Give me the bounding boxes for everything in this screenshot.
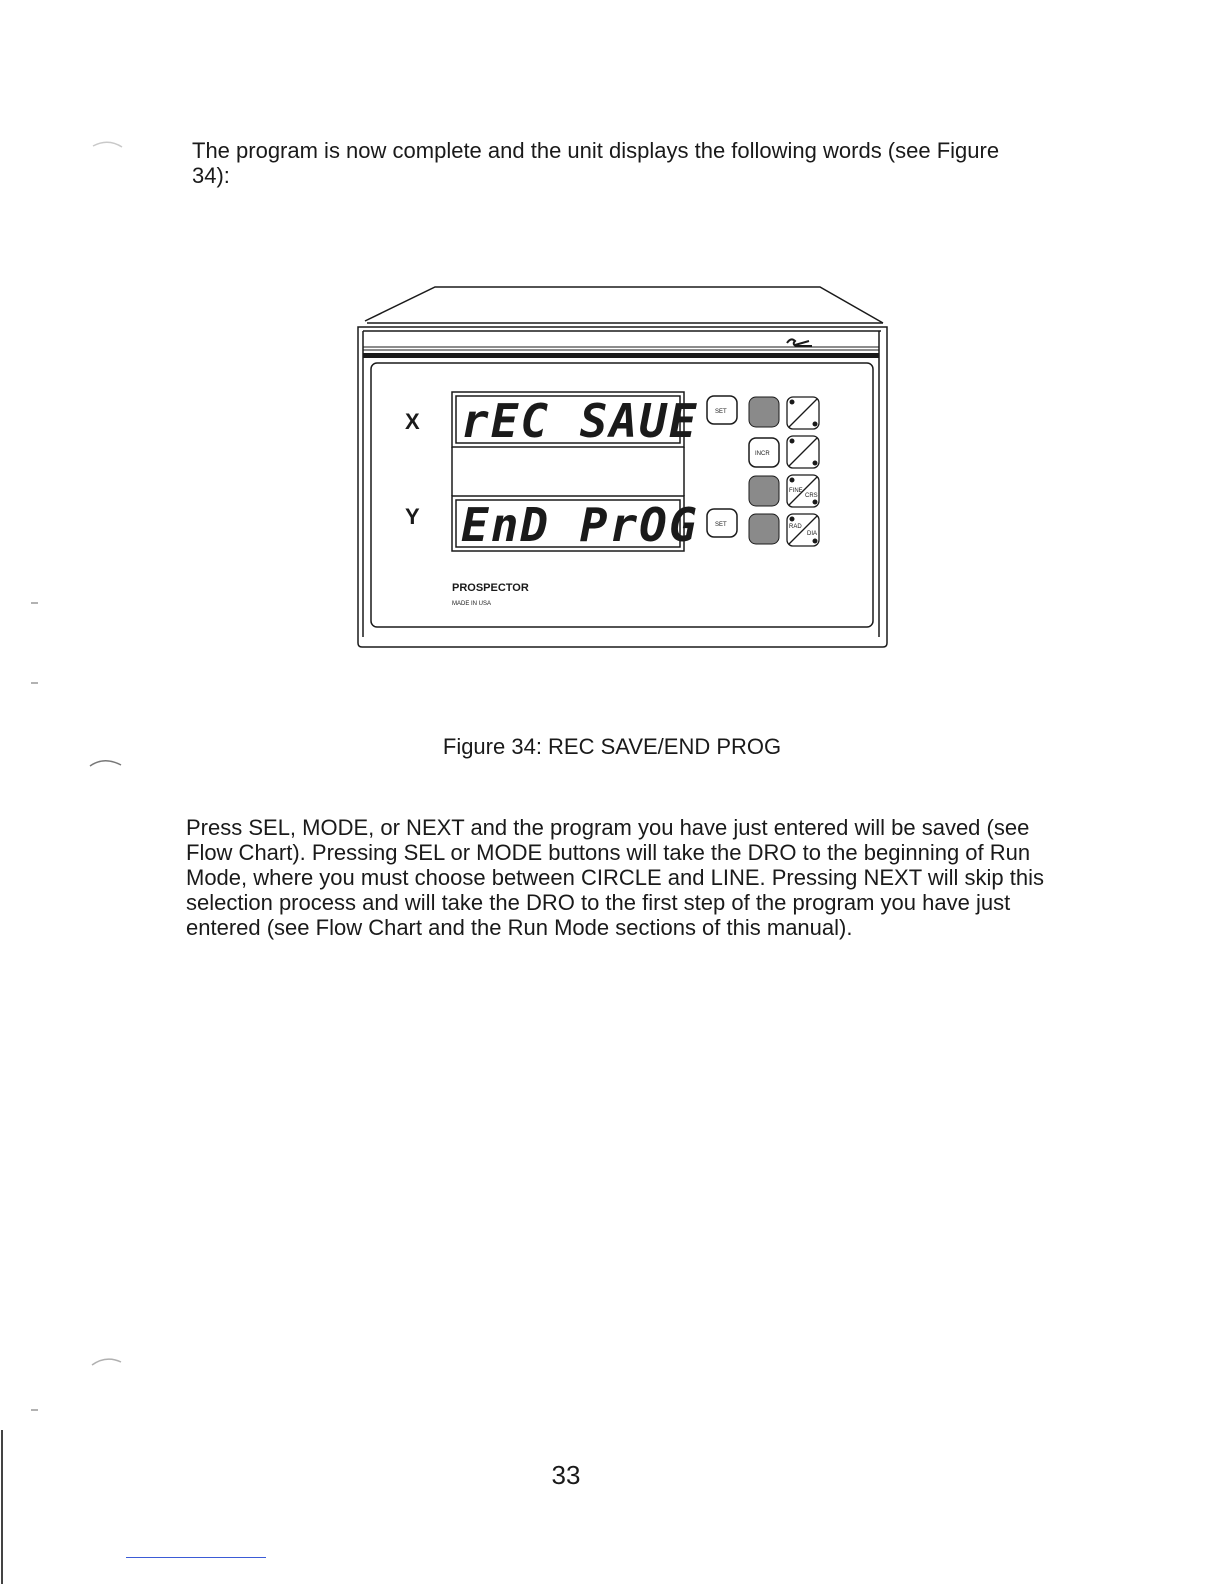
brand-label: PROSPECTOR [452,582,529,594]
display-y-readout: EnD PrOG [461,498,699,552]
made-in-label: MADE IN USA [452,601,492,607]
brand-logo-icon [787,339,812,346]
body-paragraph: Press SEL, MODE, or NEXT and the program you have just entered will be saved (see Flow Chart). Pressing SEL or MODE buttons will take the DRO to the beginning of Run Mode, where you must choose between CIRCLE and LINE. Pressing NEXT will skip this selection process and will take the DRO to the first step of the program you have just entered (see Flow Chart and the Run Mode sections of this manual). [186,815,1044,940]
page-number: 33 [551,1460,581,1490]
function-button-1[interactable] [749,397,779,427]
trim-stripe [363,353,879,358]
key-label-crs: CRS [805,493,818,499]
footer-rule [126,1557,266,1558]
key-label-fine: FINE [789,488,803,494]
set-button-y-label[interactable]: SET [715,522,727,528]
intro-paragraph: The program is now complete and the unit displays the following words (see Figure 34): [192,138,1000,188]
display-x-readout: rEC SAUE [461,394,699,448]
key-label-rad: RAD [789,524,802,530]
axis-label-x: X [405,409,420,434]
function-button-3[interactable] [749,476,779,506]
incr-button-label[interactable]: INCR [755,451,770,457]
scan-edge-marks [0,0,140,1584]
dro-unit-illustration [355,283,895,653]
function-button-4[interactable] [749,514,779,544]
set-button-x-label[interactable]: SET [715,409,727,415]
figure-caption: Figure 34: REC SAVE/END PROG [442,734,782,759]
axis-label-y: Y [405,504,420,529]
key-label-dia: DIA [807,531,818,537]
